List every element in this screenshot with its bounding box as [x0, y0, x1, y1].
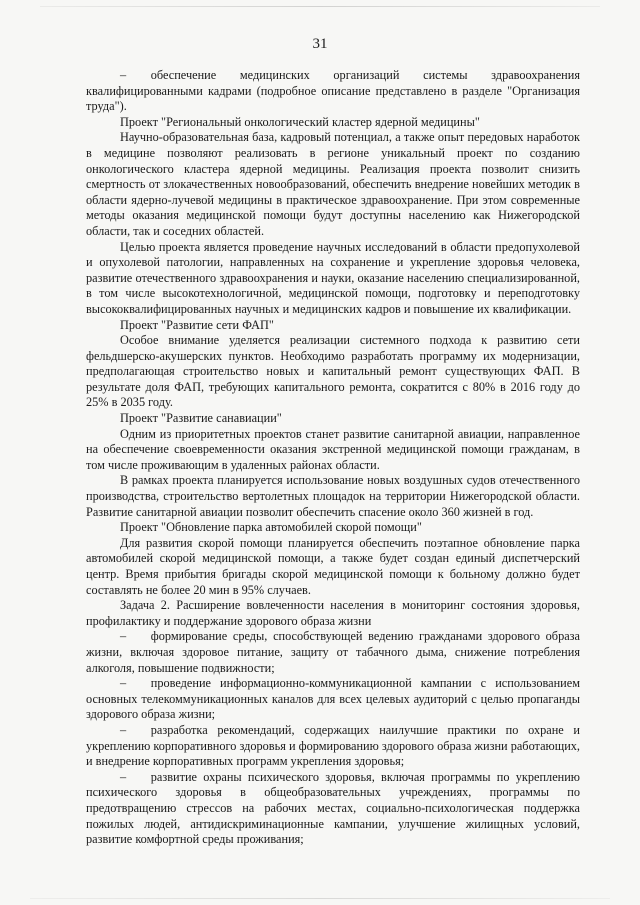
paragraph-bullet-healthy-environment: – формирование среды, способствующей ведению гражданами здорового образа жизни, включая здоровое питание, защиту от табачного дыма, снижение потребления алкоголя, повышение подвижности;	[86, 629, 580, 675]
document-body	[86, 68, 580, 848]
scan-edge-top	[40, 6, 600, 7]
paragraph-oncology-goal: Целью проекта является проведение научных исследований в области предопухолевой и опухолевой патологии, направленных на сохранение и укрепление здоровья человека, развитие отечественного здравоохранения и науки, оказание населению специализированной, в том числе высокотехнологичной, медицинской помощи, подготовку и переподготовку высококвалифицированных научных и медицинских кадров и повышение их квалификации.	[86, 239, 580, 316]
scan-edge-bottom	[30, 898, 610, 899]
paragraph-ambulance-renewal: Для развития скорой помощи планируется обеспечить поэтапное обновление парка автомобилей скорой медицинской помощи, а также будет создан единый диспетчерский центр. Время прибытия бригады скорой медицинской помощи к больному должно будет составлять не более 20 мин в 95% случаев.	[86, 535, 580, 597]
heading-ambulance-fleet: Проект "Обновление парка автомобилей скорой помощи"	[120, 520, 422, 535]
paragraph-bullet-corporate-health: – разработка рекомендаций, содержащих наилучшие практики по охране и укреплению корпоративного здоровья и формированию здорового образа жизни работающих, и внедрение корпоративных программ укрепления здоровья;	[86, 722, 580, 769]
paragraph-oncology-base: Научно-образовательная база, кадровый потенциал, а также опыт передовых наработок в медицине позволяют реализовать в регионе уникальный проект по созданию онкологического кластера ядерной медицины. Реализация проекта позволит снизить смертность от злокачественных новообразований, обеспечить внедрение новейших методик в области ядерно-лучевой медицины в практическое здравоохранение. При этом современные методы оказания медицинской помощи будут доступны населению как Нижегородской области, так и соседних областей.	[86, 130, 580, 238]
paragraph-fap-modernization: Особое внимание уделяется реализации системного подхода к развитию сети фельдшерско-акушерских пунктов. Необходимо разработать программу их модернизации, предполагающая строительство новых и капитальный ремонт существующих ФАП. В результате доля ФАП, требующих капитального ремонта, сократится с 80% в 2016 году до 25% в 2035 году.	[86, 333, 580, 410]
page-number: 31	[312, 36, 328, 52]
paragraph-bullet-mental-health: – развитие охраны психического здоровья, включая программы по укреплению психического здоровья в общеобразовательных учреждениях, программы по предотвращению стрессов на рабочих местах, социально-психологическая поддержка пожилых людей, антидискриминационные кампании, улучшение жилищных условий, развитие комфортной среды проживания;	[86, 769, 580, 847]
paragraph-sanaviation-aircraft: В рамках проекта планируется использование новых воздушных судов отечественного производства, строительство вертолетных площадок на территории Нижегородской области. Развитие санитарной авиации позволит обеспечить спасение около 360 жизней в год.	[86, 473, 580, 519]
heading-oncology-cluster: Проект "Региональный онкологический кластер ядерной медицины"	[120, 114, 480, 129]
heading-sanaviation: Проект "Развитие санавиации"	[120, 411, 282, 426]
heading-fap-network: Проект "Развитие сети ФАП"	[120, 317, 274, 332]
paragraph-sanaviation-priority: Одним из приоритетных проектов станет развитие санитарной авиации, направленное на обеспечение своевременности оказания экстренной медицинской помощи гражданам, в том числе проживающим в удаленных районах области.	[86, 426, 580, 472]
paragraph-bullet-information-campaign: – проведение информационно-коммуникационной кампании с использованием основных телекоммуникационных каналов для всех целевых аудиторий с целью пропаганды здорового образа жизни;	[86, 676, 580, 722]
paragraph-bullet-staffing: – обеспечение медицинских организаций системы здравоохранения квалифицированными кадрами (подробное описание представлено в разделе "Организация труда").	[86, 68, 580, 114]
paragraph-task-2: Задача 2. Расширение вовлеченности населения в мониторинг состояния здоровья, профилактику и поддержание здорового образа жизни	[86, 598, 580, 628]
